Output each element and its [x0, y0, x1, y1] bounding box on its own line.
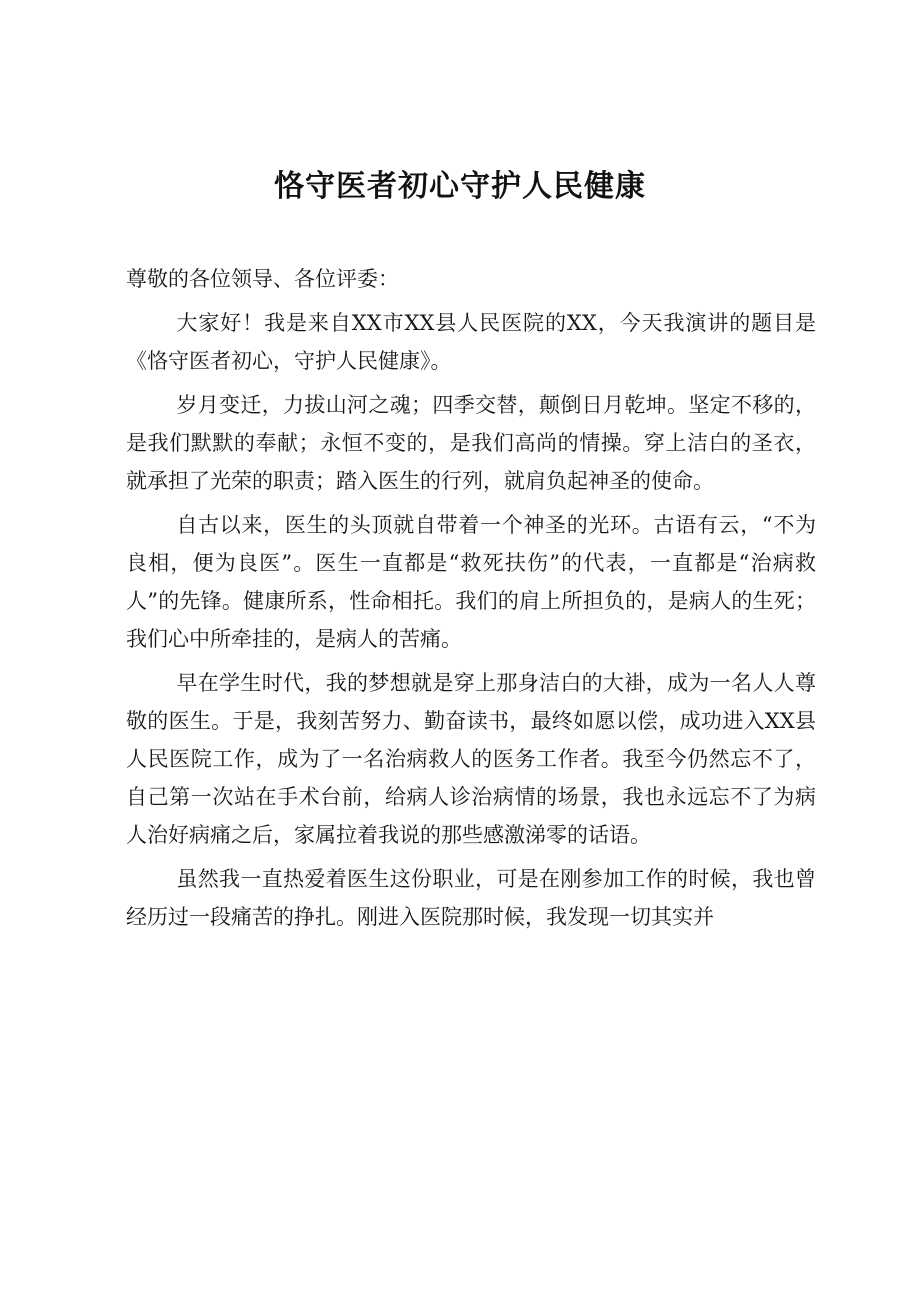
paragraph-greeting: 大家好！我是来自XX市XX县人民医院的XX，今天我演讲的题目是《恪守医者初心，守护人民健康》。 — [126, 311, 816, 373]
paragraph-ancient-times: 自古以来，医生的头顶就自带着一个神圣的光环。古语有云，“不为良相，便为良医”。医生一直都是“救死扶伤”的代表，一直都是“治病救人”的先锋。健康所系，性命相托。我们的肩上所担负的，是病人的生死；我们心中所牵挂的，是病人的苦痛。 — [126, 513, 816, 651]
document-title: 恪守医者初心守护人民健康 — [274, 169, 646, 204]
document-body — [126, 260, 816, 942]
paragraph-seasons: 岁月变迁，力拔山河之魂；四季交替，颠倒日月乾坤。坚定不移的，是我们默默的奉献；永恒不变的，是我们高尚的情操。穿上洁白的圣衣，就承担了光荣的职责；踏入医生的行列，就肩负起神圣的使命。 — [126, 393, 816, 493]
salutation: 尊敬的各位领导、各位评委： — [126, 267, 399, 291]
paragraph-early-struggle: 虽然我一直热爱着医生这份职业，可是在刚参加工作的时候，我也曾经历过一段痛苦的挣扎。刚进入医院那时候，我发现一切其实并 — [126, 867, 816, 929]
paragraph-student-dream: 早在学生时代，我的梦想就是穿上那身洁白的大褂，成为一名人人尊敬的医生。于是，我刻苦努力、勤奋读书，最终如愿以偿，成功进入XX县人民医院工作，成为了一名治病救人的医务工作者。我至今仍然忘不了，自己第一次站在手术台前，给病人诊治病情的场景，我也永远忘不了为病人治好病痛之后，家属拉着我说的那些感激涕零的话语。 — [126, 671, 816, 847]
